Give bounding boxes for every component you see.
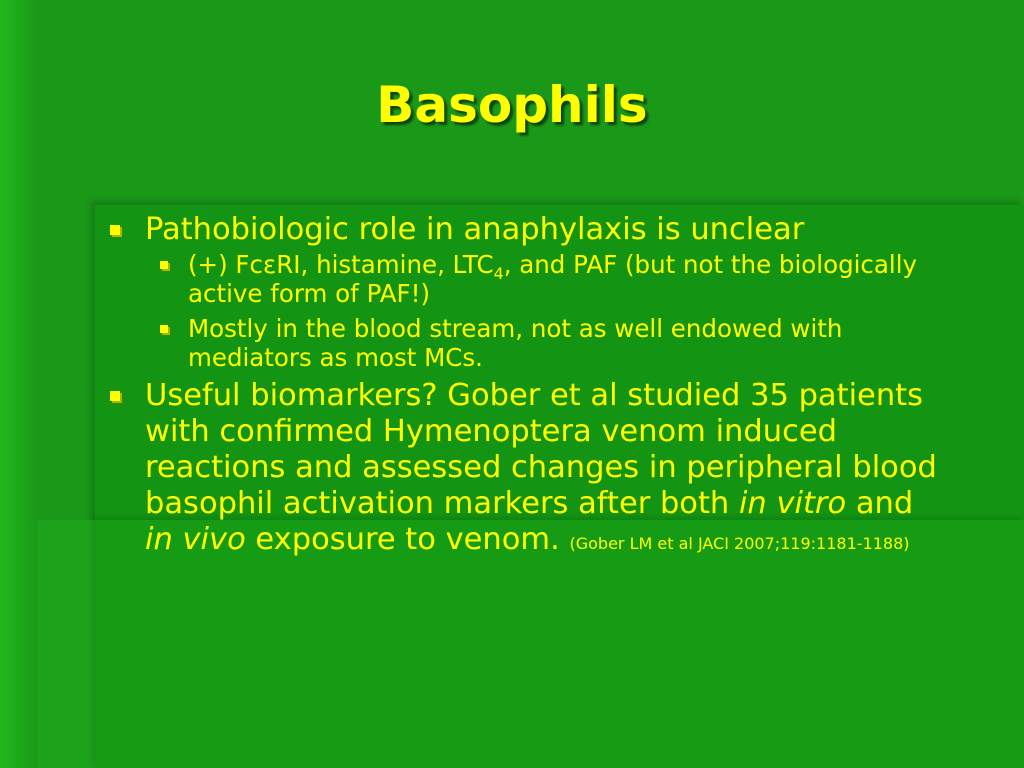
sub-bullet-item [108, 314, 948, 372]
sub-bullet-text: Mostly in the blood stream, not as well endowed with mediators as most MCs. [188, 314, 843, 372]
square-bullet-icon [110, 391, 120, 401]
bullet-text: Pathobiologic role in anaphylaxis is unclear [145, 212, 805, 247]
bullet-item [108, 212, 948, 248]
epsilon-symbol: ε [263, 250, 277, 279]
sub-bullet-text: (+) FcεRI, histamine, $LTC_4$, and PAF (but not the biologically active form of PAF!) [188, 250, 918, 308]
square-bullet-icon [110, 225, 120, 235]
italic-text: in vivo [145, 522, 246, 557]
square-bullet-icon [160, 261, 168, 269]
bullet-text: Useful biomarkers? Gober et al studied 35 patients with confirmed Hymenoptera venom induced reactions and assessed changes in peripheral blood basophil activation markers after both in vitro and in vivo exposure to venom. (Gober LM et al JACI 2007;119:1181-1188) [145, 378, 937, 557]
sub-bullet-item [108, 250, 948, 308]
citation: (Gober LM et al JACI 2007;119:1181-1188) [569, 534, 910, 553]
slide-title: Basophils [376, 76, 648, 134]
square-bullet-icon [160, 325, 168, 333]
italic-text: in vitro [738, 486, 847, 521]
subscript: 4 [493, 263, 504, 283]
bullet-item [108, 378, 948, 562]
slide-content [108, 212, 948, 564]
